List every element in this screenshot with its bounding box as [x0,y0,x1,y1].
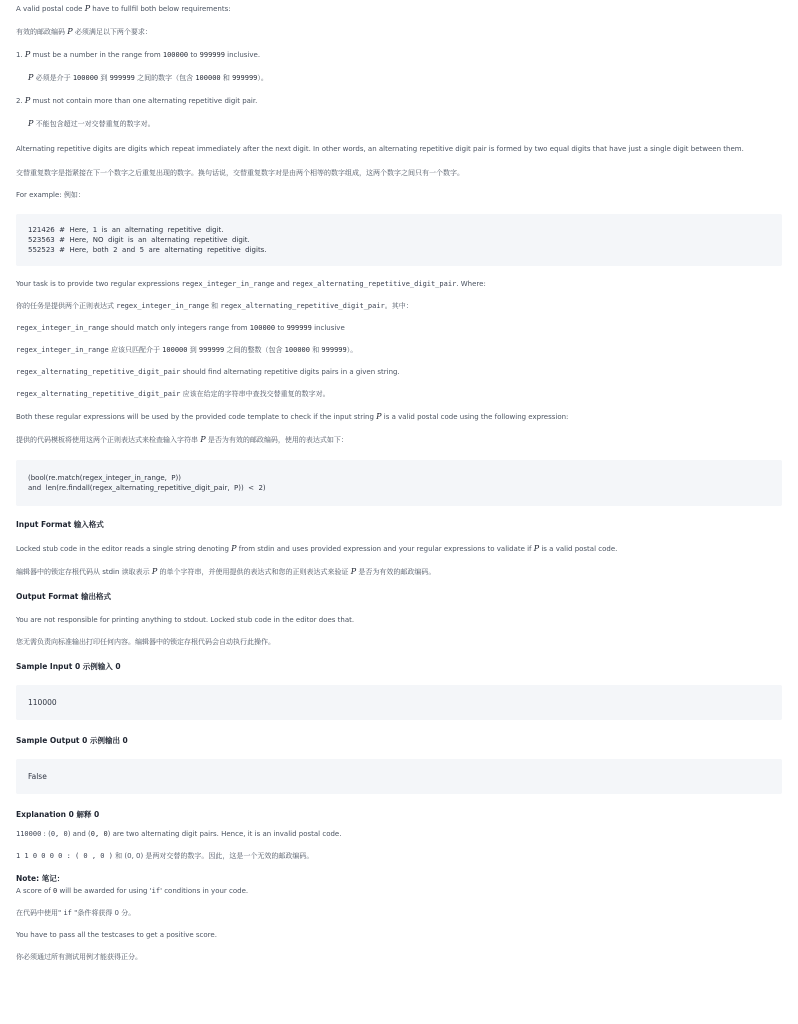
note-line-4: 你必须通过所有测试用例才能获得正分。 [16,953,142,961]
sample-output-title: Sample Output 0 示例输出 0 [16,736,128,745]
intro-en: A valid postal code P have to fullfil both below requirements: [16,4,231,13]
explanation-zh: 1 1 0 0 0 0 : ( 0 , 0 ) 和 (0, 0) 是两对交替的数字。因此，这是一个无效的邮政编码。 [16,852,314,860]
output-format-en: You are not responsible for printing anything to stdout. Locked stub code in the editor does that. [16,616,355,624]
regex-name: regex_integer_in_range [181,280,275,288]
var-p: P [67,27,73,36]
expression-code-line: and len(re.findall(regex_alternating_repetitive_digit_pair, P)) < 2) [28,484,266,492]
sample-output-box: False [16,759,782,794]
example-label: For example: 例如： [16,191,85,199]
example-code-line: 552523 # Here, both 2 and 5 are alternating repetitive digits. [28,246,267,254]
requirement-1-en: 1. P must be a number in the range from 100000 to 999999 inclusive. [16,50,261,59]
sample-input-title: Sample Input 0 示例输入 0 [16,662,121,671]
regex1-desc-zh: regex_integer_in_range 应该只匹配介于 100000 到 999999 之间的整数（包含 100000 和 999999）。 [16,346,358,354]
note-line-2: 在代码中使用" if "条件将获得 0 分。 [16,909,136,917]
task-en: Your task is to provide two regular expressions regex_integer_in_range and regex_alternating_repetitive_digit_pair. Where: [16,280,486,288]
input-format-zh: 编辑器中的锁定存根代码从 stdin 读取表示 P 的单个字符串，并使用提供的表达式和您的正则表达式来验证 P 是否为有效的邮政编码。 [16,567,436,576]
explanation-en: 110000 : (0, 0) and (0, 0) are two alternating digit pairs. Hence, it is an invalid postal code. [16,830,342,838]
task-zh: 你的任务是提供两个正则表达式 regex_integer_in_range 和 regex_alternating_repetitive_digit_pair。其中： [16,302,413,310]
both-zh: 提供的代码模板将使用这两个正则表达式来检查输入字符串 P 是否为有效的邮政编码，使用的表达式如下： [16,435,348,444]
example-code-line: 523563 # Here, NO digit is an alternating repetitive digit. [28,236,250,244]
output-format-zh: 您无需负责向标准输出打印任何内容。编辑器中的锁定存根代码会自动执行此操作。 [16,638,275,646]
sample-input-box: 110000 [16,685,782,720]
regex2-desc-zh: regex_alternating_repetitive_digit_pair 应该在给定的字符串中查找交替重复的数字对。 [16,390,330,398]
alternating-definition-zh: 交替重复数字是指紧接在下一个数字之后重复出现的数字。换句话说，交替重复数字对是由两个相等的数字组成，这两个数字之间只有一个数字。 [16,169,464,177]
intro-zh: 有效的邮政编码 P 必须满足以下两个要求： [16,27,152,36]
explanation-title: Explanation 0 解释 0 [16,810,100,819]
both-en: Both these regular expressions will be used by the provided code template to check if the input string P is a valid postal code using the following expression: [16,412,569,421]
example-code-line: 121426 # Here, 1 is an alternating repetitive digit. [28,226,224,234]
input-format-en: Locked stub code in the editor reads a single string denoting P from stdin and uses provided expression and your regular expressions to validate if P is a valid postal code. [16,544,618,553]
regex-name: regex_alternating_repetitive_digit_pair [291,280,457,288]
input-format-title: Input Format 输入格式 [16,520,104,529]
requirement-2 [16,95,782,130]
example-code-block [16,214,782,266]
output-format-title: Output Format 输出格式 [16,592,111,601]
expression-code-line: (bool(re.match(regex_integer_in_range, P)) [28,474,181,482]
var-p: P [84,4,91,13]
alternating-definition-en: Alternating repetitive digits are digits which repeat immediately after the next digit. In other words, an alternating repetitive digit pair is formed by two equal digits that have just a single digit between them. [16,145,744,153]
requirement-2-en: 2. P must not contain more than one alternating repetitive digit pair. [16,96,258,105]
note-line-3: You have to pass all the testcases to get a positive score. [16,931,217,939]
expression-code-block [16,460,782,506]
requirement-1-zh: P 必须是介于 100000 到 999999 之间的数字（包含 100000 和 999999）。 [28,73,268,82]
requirements-list [16,49,782,130]
note-title: Note: 笔记： [16,874,65,883]
note-line-1: A score of 0 will be awarded for using 'if' conditions in your code. [16,887,249,895]
regex2-desc-en: regex_alternating_repetitive_digit_pair should find alternating repetitive digits pairs in a given string. [16,368,400,376]
requirement-1 [16,49,782,84]
regex1-desc-en: regex_integer_in_range should match only integers range from 100000 to 999999 inclusive [16,324,345,332]
requirement-2-zh: P 不能包含超过一对交替重复的数字对。 [28,119,155,128]
